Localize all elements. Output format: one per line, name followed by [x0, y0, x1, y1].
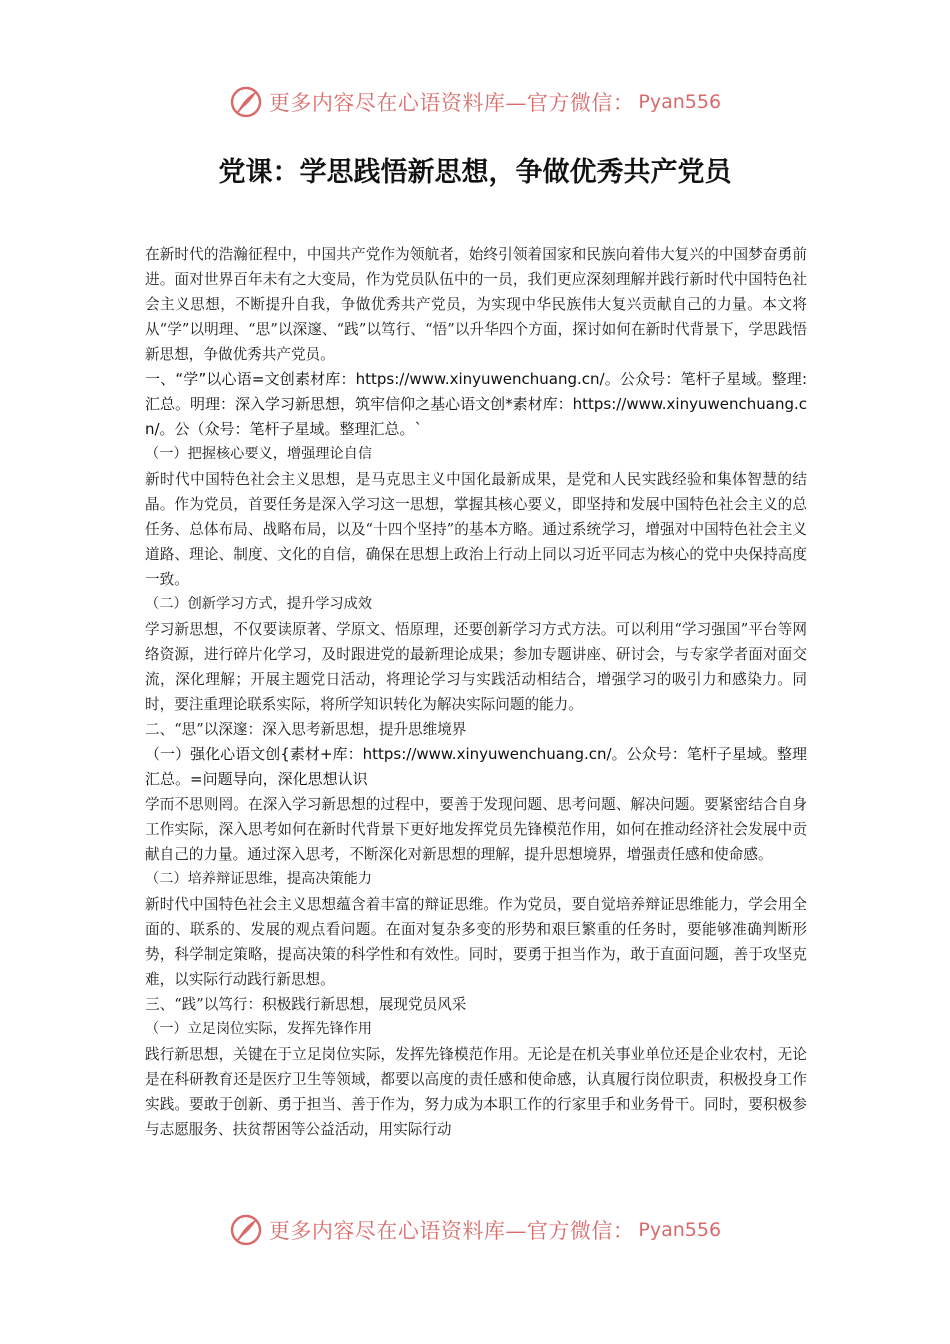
wechat-id: Pyan556	[638, 1219, 722, 1241]
banner-text: 更多内容尽在心语资料库—官方微信：	[268, 1219, 635, 1243]
section-heading-2: 二、“思”以深邃：深入思考新思想，提升思维境界	[145, 721, 467, 738]
footer-banner	[0, 1210, 950, 1250]
subheading-2-1: （一）强化心语文创{素材+库：https://www.xinyuwenchuang.cn/。公众号：笔杆子星域。整理汇总。=问题导向，深化思想认识	[145, 745, 807, 788]
header-banner	[0, 82, 950, 122]
subheading-2-2: （二）培养辩证思维，提高决策能力	[145, 871, 373, 887]
quill-logo-icon	[229, 85, 263, 119]
subheading-1-1: （一）把握核心要义，增强理论自信	[145, 446, 373, 462]
intro-paragraph: 在新时代的浩瀚征程中，中国共产党作为领航者，始终引领着国家和民族向着伟大复兴的中国梦奋勇前进。面对世界百年未有之大变局，作为党员队伍中的一员，我们更应深刻理解并践行新时代中国特色社会主义思想，不断提升自我，争做优秀共产党员，为实现中华民族伟大复兴贡献自己的力量。本文将从“学”以明理、“思”以深邃、“践”以笃行、“悟”以升华四个方面，探讨如何在新时代背景下，学思践悟新思想，争做优秀共产党员。	[145, 246, 807, 363]
banner-text: 更多内容尽在心语资料库—官方微信：	[268, 91, 635, 115]
body-paragraph: 学习新思想，不仅要读原著、学原文、悟原理，还要创新学习方式方法。可以利用“学习强国”平台等网络资源，进行碎片化学习，及时跟进党的最新理论成果；参加专题讲座、研讨会，与专家学者面对面交流，深化理解；开展主题党日活动，将理论学习与实践活动相结合，增强学习的吸引力和感染力。同时，要注重理论联系实际，将所学知识转化为解决实际问题的能力。	[145, 621, 807, 713]
body-paragraph: 学而不思则罔。在深入学习新思想的过程中，要善于发现问题、思考问题、解决问题。要紧密结合自身工作实际，深入思考如何在新时代背景下更好地发挥党员先锋模范作用，如何在推动经济社会发展中贡献自己的力量。通过深入思考，不断深化对新思想的理解，提升思想境界，增强责任感和使命感。	[145, 796, 807, 863]
section-heading-3: 三、“践”以笃行：积极践行新思想，展现党员风采	[145, 996, 467, 1013]
page-title: 党课：学思践悟新思想，争做优秀共产党员	[218, 157, 732, 188]
wechat-id: Pyan556	[638, 91, 722, 113]
article-body	[145, 242, 807, 1142]
body-paragraph: 践行新思想，关键在于立足岗位实际，发挥先锋模范作用。无论是在机关事业单位还是企业农村，无论是在科研教育还是医疗卫生等领域，都要以高度的责任感和使命感，认真履行岗位职责，积极投身工作实践。要敢于创新、勇于担当、善于作为，努力成为本职工作的行家里手和业务骨干。同时，要积极参与志愿服务、扶贫帮困等公益活动，用实际行动	[145, 1046, 807, 1138]
subheading-3-1: （一）立足岗位实际，发挥先锋作用	[145, 1021, 373, 1037]
body-paragraph: 新时代中国特色社会主义思想，是马克思主义中国化最新成果，是党和人民实践经验和集体智慧的结晶。作为党员，首要任务是深入学习这一思想，掌握其核心要义，即坚持和发展中国特色社会主义的总任务、总体布局、战略布局，以及“十四个坚持”的基本方略。通过系统学习，增强对中国特色社会主义道路、理论、制度、文化的自信，确保在思想上政治上行动上同以习近平同志为核心的党中央保持高度一致。	[145, 471, 807, 588]
section-heading-1: 一、“学”以心语=文创素材库：https://www.xinyuwenchuang.cn/。公众号：笔杆子星域。整理:汇总。明理：深入学习新思想，筑牢信仰之基心语文创*素材库：https://www.xinyuwenchuang.cn/。公（众号：笔杆子星域。整理汇总。`	[145, 370, 807, 438]
body-paragraph: 新时代中国特色社会主义思想蕴含着丰富的辩证思维。作为党员，要自觉培养辩证思维能力，学会用全面的、联系的、发展的观点看问题。在面对复杂多变的形势和艰巨繁重的任务时，要能够准确判断形势，科学制定策略，提高决策的科学性和有效性。同时，要勇于担当作为，敢于直面问题，善于攻坚克难，以实际行动践行新思想。	[145, 896, 807, 988]
subheading-1-2: （二）创新学习方式，提升学习成效	[145, 596, 373, 612]
quill-logo-icon	[229, 1213, 263, 1247]
